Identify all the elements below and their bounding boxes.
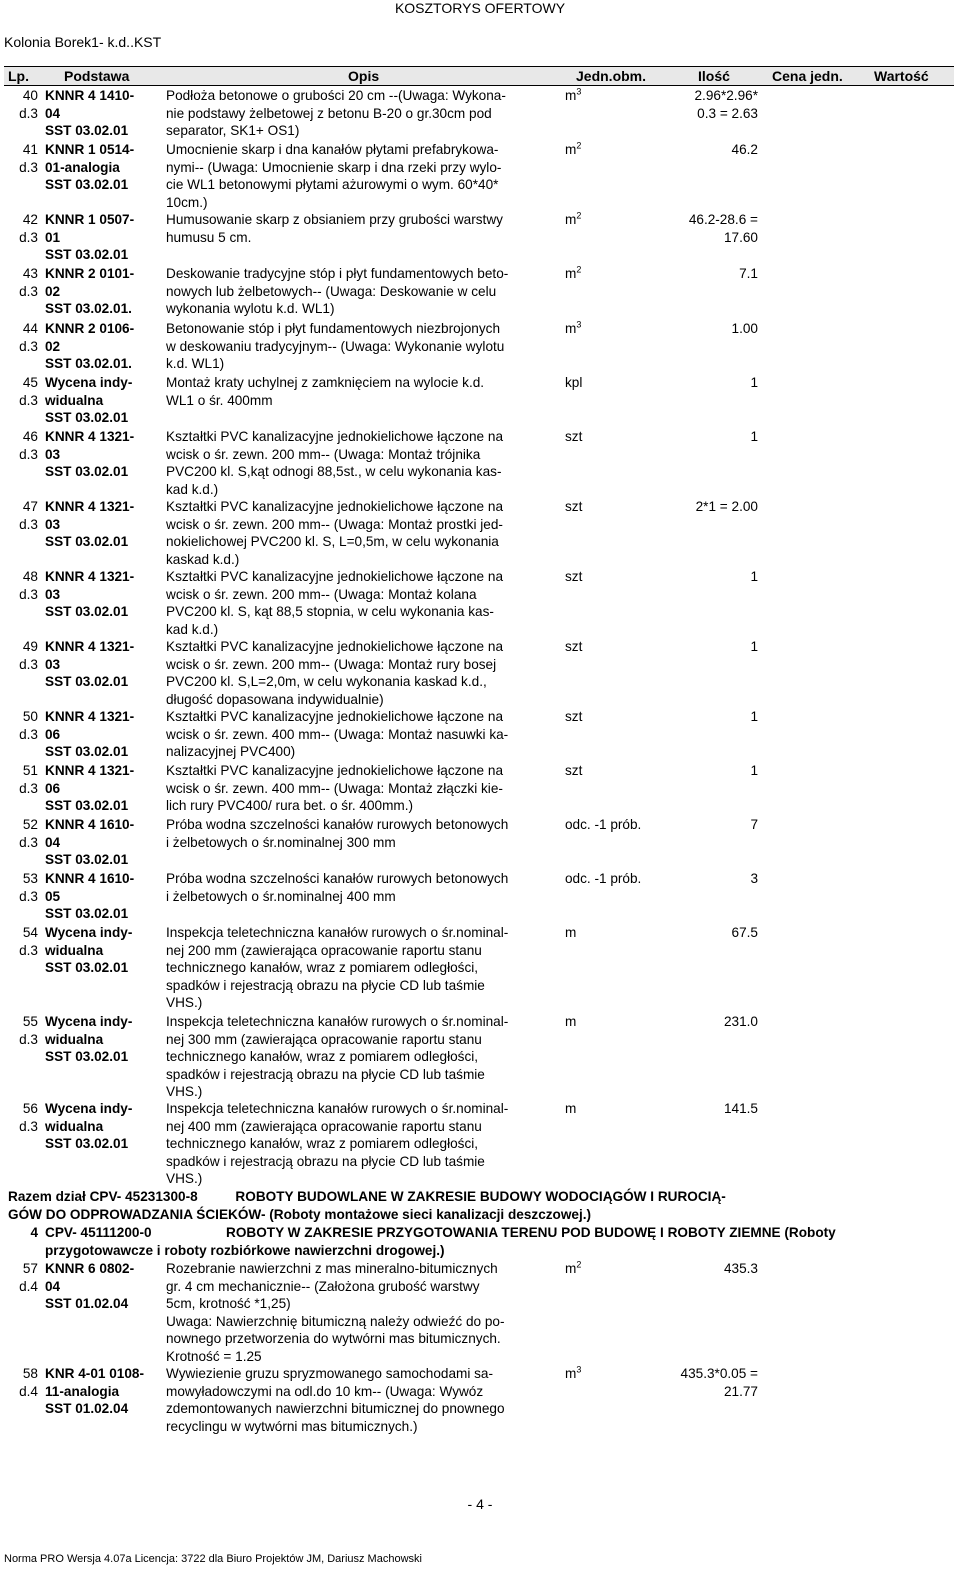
row-number: 48 d.3 — [19, 569, 38, 602]
row-number: 52 d.3 — [19, 817, 38, 850]
row-basis: KNNR 4 1321- 03 SST 03.02.01 — [45, 429, 135, 479]
row-unit — [565, 428, 625, 446]
row-unit — [565, 374, 625, 392]
row-unit — [565, 924, 625, 942]
row-unit — [565, 141, 625, 159]
row-unit-text: szt — [565, 499, 583, 514]
row-number: 44 d.3 — [19, 321, 38, 354]
row-unit-text: m — [565, 1101, 577, 1116]
row-quantity: 1 — [750, 569, 758, 584]
row-basis: KNNR 6 0802- 04 SST 01.02.04 — [45, 1261, 135, 1311]
row-number: 41 d.3 — [19, 142, 38, 175]
row-basis: KNNR 4 1321- 03 SST 03.02.01 — [45, 499, 135, 549]
row-description: Kształtki PVC kanalizacyjne jednokielichowe łączone na wcisk o śr. zewn. 200 mm-- (Uwaga: Montaż rury bosej PVC200 kl. S,L=2,0m, w celu wykonania kaskad k.d., długość dopasowana indywidualnie) — [166, 639, 504, 707]
table-header — [4, 66, 954, 86]
row-description: Humusowanie skarp z obsianiem przy grubości warstwy humusu 5 cm. — [166, 212, 503, 245]
header-jedn: Jedn.obm. — [576, 68, 647, 84]
row-unit-text: m — [565, 1366, 577, 1381]
row-unit — [565, 762, 625, 780]
row-quantity: 1 — [750, 639, 758, 654]
row-unit — [565, 816, 642, 834]
row-description: Próba wodna szczelności kanałów rurowych betonowych i żelbetowych o śr.nominalnej 300 mm — [166, 817, 509, 850]
row-unit-text: szt — [565, 569, 583, 584]
row-unit-exponent: 2 — [576, 264, 582, 275]
row-unit — [565, 211, 625, 229]
row-unit-text: m — [565, 321, 577, 336]
row-unit-text: m — [565, 142, 577, 157]
row-unit — [565, 1260, 625, 1278]
document-title: KOSZTORYS OFERTOWY — [394, 0, 566, 16]
header-cena: Cena jedn. — [772, 68, 843, 84]
section-title: ROBOTY W ZAKRESIE PRZYGOTOWANIA TERENU POD BUDOWĘ I ROBOTY ZIEMNE (Roboty — [226, 1225, 836, 1240]
row-number: 58 d.4 — [19, 1366, 38, 1399]
row-unit-exponent: 3 — [576, 319, 582, 330]
row-basis: KNNR 2 0106- 02 SST 03.02.01. — [45, 321, 135, 371]
row-quantity: 3 — [750, 871, 758, 886]
row-number: 57 d.4 — [19, 1261, 38, 1294]
header-podstawa: Podstawa — [64, 68, 130, 84]
row-description: Podłoża betonowe o grubości 20 cm --(Uwaga: Wykona- nie podstawy żelbetowej z betonu B-20 o gr.30cm pod separator, SK1+ OS1) — [166, 88, 506, 138]
row-unit — [565, 870, 642, 888]
page-number: - 4 - — [467, 1496, 493, 1512]
row-unit-text: m — [565, 1261, 577, 1276]
row-description: Kształtki PVC kanalizacyjne jednokielichowe łączone na wcisk o śr. zewn. 400 mm-- (Uwaga: Montaż złączki kie- lich rury PVC400/ rura bet. o śr. 400mm.) — [166, 763, 504, 813]
row-description: Kształtki PVC kanalizacyjne jednokielichowe łączone na wcisk o śr. zewn. 200 mm-- (Uwaga: Montaż kolana PVC200 kl. S, kąt 88,5 stopnia, w celu wykonania kas- kad k.d.) — [166, 569, 504, 637]
row-unit-text: szt — [565, 763, 583, 778]
row-unit-text: szt — [565, 639, 583, 654]
row-number: 40 d.3 — [19, 88, 38, 121]
row-basis: KNNR 4 1610- 04 SST 03.02.01 — [45, 817, 135, 867]
row-quantity: 2.96*2.96* 0.3 = 2.63 — [694, 88, 758, 121]
section-summary: Razem dział CPV- 45231300-8 ROBOTY BUDOWLANE W ZAKRESIE BUDOWY WODOCIĄGÓW I RUROCIĄ- GÓW DO ODPROWADZANIA ŚCIEKÓW- (Roboty montażowe sieci kanalizacji deszczowej.) — [8, 1189, 726, 1222]
row-quantity: 7 — [750, 817, 758, 832]
row-number: 51 d.3 — [19, 763, 38, 796]
section-title-cont: przygotowawcze i roboty rozbiórkowe nawierzchni drogowej.) — [45, 1242, 445, 1258]
row-description: Próba wodna szczelności kanałów rurowych betonowych i żelbetowych o śr.nominalnej 400 mm — [166, 871, 509, 904]
row-description: Inspekcja teletechniczna kanałów rurowych o śr.nominal- nej 300 mm (zawierająca opracowanie raportu stanu technicznego kanałów, wraz z pomiarem odległości, spadków i rejestracją obrazu na płycie CD lub taśmie VHS.) — [166, 1014, 509, 1099]
row-quantity: 435.3*0.05 = 21.77 — [680, 1366, 758, 1399]
row-unit-text: kpl — [565, 375, 583, 390]
row-basis: Wycena indy- widualna SST 03.02.01 — [45, 375, 133, 425]
row-quantity: 435.3 — [723, 1261, 758, 1276]
row-unit-text: m — [565, 925, 577, 940]
row-unit-exponent: 2 — [576, 210, 582, 221]
row-quantity: 231.0 — [723, 1014, 758, 1029]
row-unit — [565, 638, 625, 656]
row-unit-text: m — [565, 88, 577, 103]
row-description: Kształtki PVC kanalizacyjne jednokielichowe łączone na wcisk o śr. zewn. 200 mm-- (Uwaga: Montaż trójnika PVC200 kl. S,kąt odnogi 88,5st., w celu wykonania kas- kad k.d.) — [166, 429, 504, 497]
row-description: Rozebranie nawierzchni z mas mineralno-bitumicznych gr. 4 cm mechanicznie-- (Założona grubość warstwy 5cm, krotność *1,25) Uwaga: Nawierzchnię bitumiczną należy odwieźć do po- nownego przetworzenia do wytwórni mas bitumicznych. Krotność = 1.25 — [166, 1261, 505, 1364]
row-quantity: 1 — [750, 763, 758, 778]
row-quantity: 7.1 — [739, 266, 758, 281]
footer-license: Norma PRO Wersja 4.07a Licencja: 3722 dla Biuro Projektów JM, Dariusz Machowski — [4, 1553, 422, 1565]
row-number: 46 d.3 — [19, 429, 38, 462]
row-quantity: 1 — [750, 429, 758, 444]
row-quantity: 1 — [750, 375, 758, 390]
row-number: 43 d.3 — [19, 266, 38, 299]
row-number: 50 d.3 — [19, 709, 38, 742]
row-unit — [565, 1365, 625, 1383]
row-unit-text: szt — [565, 429, 583, 444]
row-number: 49 d.3 — [19, 639, 38, 672]
row-basis: KNNR 4 1410- 04 SST 03.02.01 — [45, 88, 135, 138]
row-basis: KNNR 2 0101- 02 SST 03.02.01. — [45, 266, 135, 316]
row-unit — [565, 708, 625, 726]
row-unit — [565, 498, 625, 516]
row-description: Wywiezienie gruzu spryzmowanego samochodami sa- mowyładowczymi na odl.do 10 km-- (Uwaga: Wywóz zdemontowanych nawierzchni bitumicznej do pnownego recyclingu w wytwórni mas bitumicznych.) — [166, 1366, 505, 1434]
row-number: 56 d.3 — [19, 1101, 38, 1134]
row-number: 47 d.3 — [19, 499, 38, 532]
row-description: Umocnienie skarp i dna kanałów płytami prefabrykowa- nymi-- (Uwaga: Umocnienie skarp i dna rzeki przy wylo- cie WL1 betonowymi płytami ażurowymi o wym. 60*40* 10cm.) — [166, 142, 502, 210]
header-ilosc: Ilość — [698, 68, 730, 84]
row-description: Betonowanie stóp i płyt fundamentowych niezbrojonych w deskowaniu tradycyjnym-- (Uwaga: Wykonanie wylotu k.d. WL1) — [166, 321, 505, 371]
row-quantity: 1.00 — [731, 321, 758, 336]
row-basis: KNNR 4 1610- 05 SST 03.02.01 — [45, 871, 135, 921]
row-number: 53 d.3 — [19, 871, 38, 904]
row-unit-text: m — [565, 1014, 577, 1029]
row-basis: KNNR 4 1321- 06 SST 03.02.01 — [45, 709, 135, 759]
row-description: Inspekcja teletechniczna kanałów rurowych o śr.nominal- nej 400 mm (zawierająca opracowanie raportu stanu technicznego kanałów, wraz z pomiarem odległości, spadków i rejestracją obrazu na płycie CD lub taśmie VHS.) — [166, 1101, 509, 1186]
row-quantity: 1 — [750, 709, 758, 724]
row-unit-exponent: 2 — [576, 1259, 582, 1270]
row-unit-text: szt — [565, 709, 583, 724]
header-wartosc: Wartość — [874, 68, 929, 84]
row-basis: KNNR 1 0507- 01 SST 03.02.01 — [45, 212, 135, 262]
row-basis: KNNR 4 1321- 06 SST 03.02.01 — [45, 763, 135, 813]
row-unit — [565, 1100, 625, 1118]
row-description: Kształtki PVC kanalizacyjne jednokielichowe łączone na wcisk o śr. zewn. 200 mm-- (Uwaga: Montaż prostki jed- nokielichowej PVC200 kl. S, L=0,5m, w celu wykonania kaskad k.d.) — [166, 499, 504, 567]
row-number: 55 d.3 — [19, 1014, 38, 1047]
row-number: 54 d.3 — [19, 925, 38, 958]
row-quantity: 67.5 — [731, 925, 758, 940]
row-quantity: 141.5 — [723, 1101, 758, 1116]
row-description: Inspekcja teletechniczna kanałów rurowych o śr.nominal- nej 200 mm (zawierająca opracowanie raportu stanu technicznego kanałów, wraz z pomiarem odległości, spadków i rejestracją obrazu na płycie CD lub taśmie VHS.) — [166, 925, 509, 1010]
row-number: 42 d.3 — [19, 212, 38, 245]
row-unit-exponent: 2 — [576, 140, 582, 151]
row-basis: KNR 4-01 0108- 11-analogia SST 01.02.04 — [45, 1366, 144, 1416]
row-quantity: 46.2-28.6 = 17.60 — [688, 212, 758, 245]
row-unit — [565, 87, 625, 105]
section-number: 4 — [30, 1225, 38, 1240]
row-unit — [565, 265, 625, 283]
row-unit-exponent: 3 — [576, 86, 582, 97]
project-name: Kolonia Borek1- k.d..KST — [4, 34, 162, 50]
header-lp: Lp. — [8, 68, 29, 84]
row-basis: Wycena indy- widualna SST 03.02.01 — [45, 1101, 133, 1151]
row-unit — [565, 320, 625, 338]
row-basis: KNNR 4 1321- 03 SST 03.02.01 — [45, 639, 135, 689]
row-unit — [565, 568, 625, 586]
row-unit-text: m — [565, 266, 577, 281]
section-code: CPV- 45111200-0 — [45, 1225, 152, 1240]
row-basis: Wycena indy- widualna SST 03.02.01 — [45, 1014, 133, 1064]
row-unit-exponent: 3 — [576, 1364, 582, 1375]
row-basis: KNNR 1 0514- 01-analogia SST 03.02.01 — [45, 142, 135, 192]
row-basis: Wycena indy- widualna SST 03.02.01 — [45, 925, 133, 975]
row-quantity: 2*1 = 2.00 — [695, 499, 758, 514]
row-basis: KNNR 4 1321- 03 SST 03.02.01 — [45, 569, 135, 619]
row-unit-text: odc. -1 prób. — [565, 817, 642, 832]
header-opis: Opis — [348, 68, 380, 84]
row-unit-text: odc. -1 prób. — [565, 871, 642, 886]
row-description: Montaż kraty uchylnej z zamknięciem na wylocie k.d. WL1 o śr. 400mm — [166, 375, 485, 408]
row-unit-text: m — [565, 212, 577, 227]
row-number: 45 d.3 — [19, 375, 38, 408]
row-unit — [565, 1013, 625, 1031]
row-quantity: 46.2 — [731, 142, 758, 157]
row-description: Kształtki PVC kanalizacyjne jednokielichowe łączone na wcisk o śr. zewn. 400 mm-- (Uwaga: Montaż nasuwki ka- nalizacyjnej PVC400) — [166, 709, 509, 759]
row-description: Deskowanie tradycyjne stóp i płyt fundamentowych beto- nowych lub żelbetowych-- (Uwaga: Deskowanie w celu wykonania wylotu k.d. WL1) — [166, 266, 509, 316]
